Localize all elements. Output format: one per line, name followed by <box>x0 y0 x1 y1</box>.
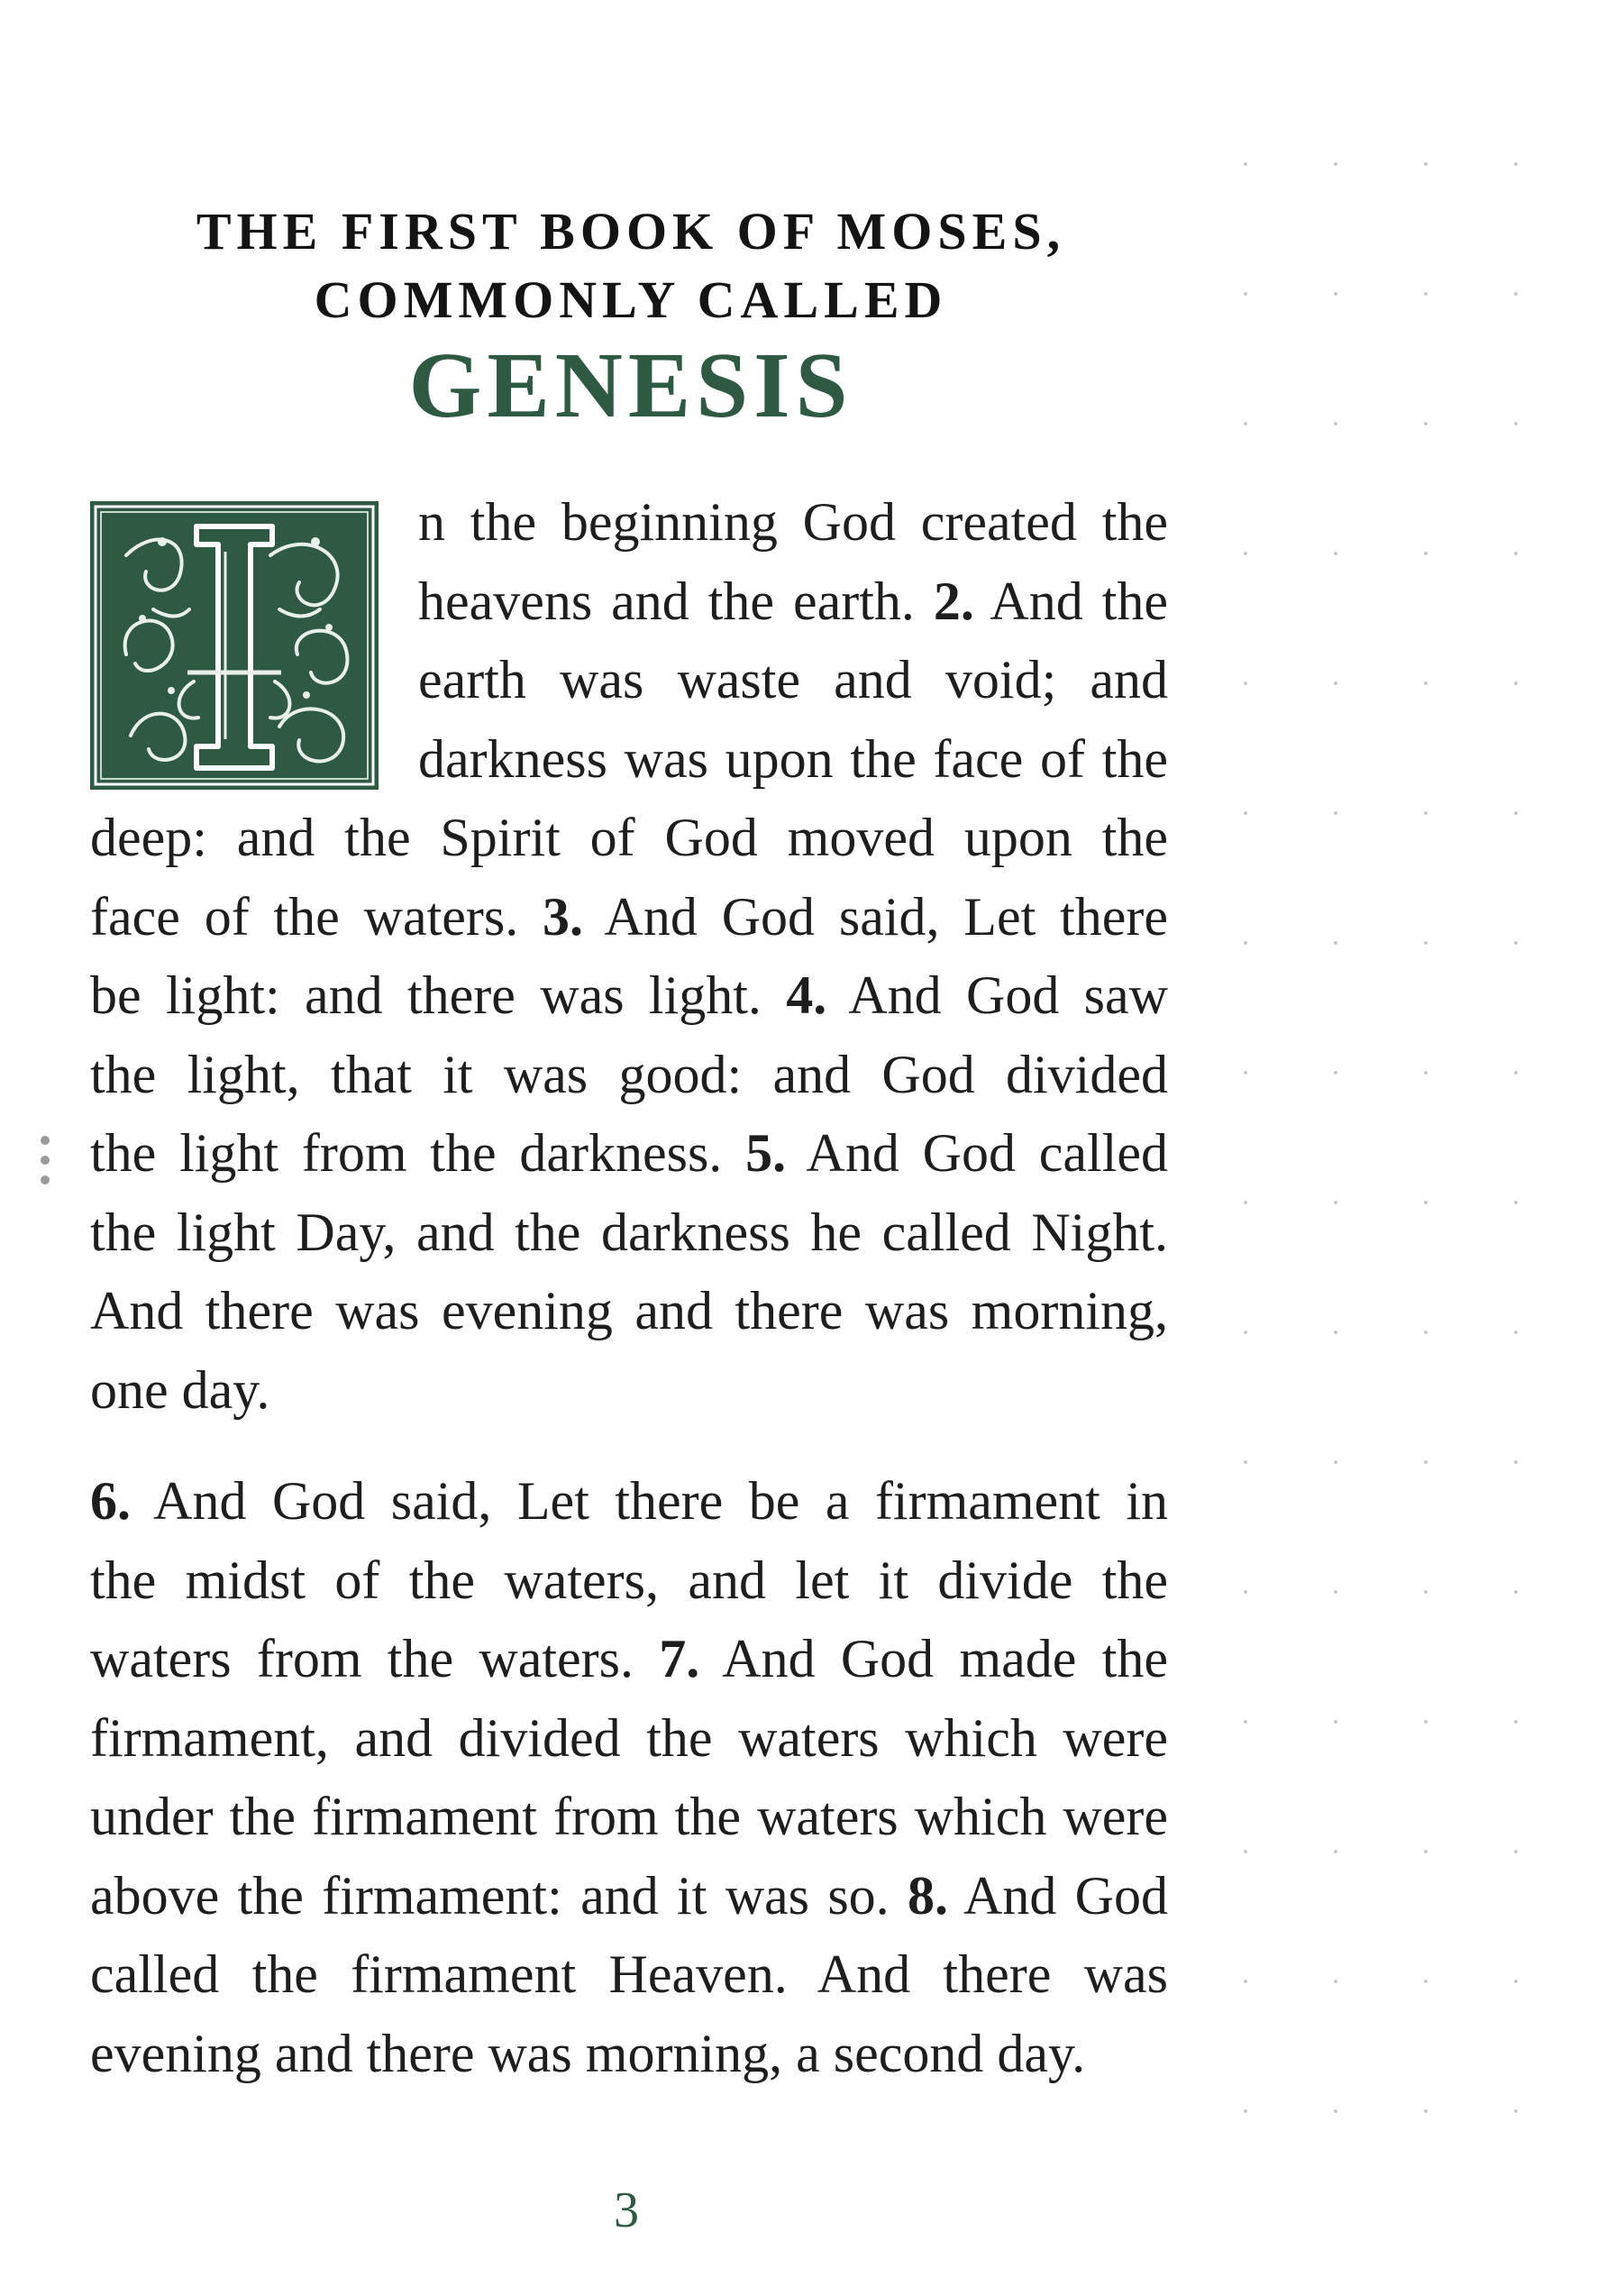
text-line <box>90 1036 1168 1115</box>
verse-number: 6. <box>90 1471 131 1531</box>
grid-dot <box>1514 422 1518 425</box>
text-line <box>90 799 1168 878</box>
verse-text: deep: and the Spirit of God moved upon the <box>90 808 1168 867</box>
grid-dot <box>1424 1590 1428 1594</box>
text-line <box>90 878 1168 957</box>
grid-dot <box>1334 1720 1337 1724</box>
grid-dot <box>1514 1590 1518 1594</box>
grid-dot <box>1514 681 1518 685</box>
text-line <box>90 1272 1168 1351</box>
grid-dot <box>1334 292 1337 296</box>
grid-dot <box>1424 1460 1428 1464</box>
grid-dot <box>1424 1850 1428 1853</box>
verse-text: earth was waste and void; and <box>418 650 1168 709</box>
text-line <box>90 1620 1168 1699</box>
heading-line-1: THE FIRST BOOK OF MOSES, <box>196 202 1066 261</box>
grid-dot <box>1514 1850 1518 1853</box>
grid-dot <box>1334 811 1337 815</box>
grid-dot <box>1244 1980 1247 1983</box>
verse-text: firmament, and divided the waters which were <box>90 1707 1168 1768</box>
verse-number: 8. <box>908 1865 949 1926</box>
grid-dot <box>1424 2109 1428 2113</box>
grid-dot <box>1424 811 1428 815</box>
verse-text: heavens and the earth. <box>418 571 934 631</box>
verse-number: 5. <box>745 1123 787 1183</box>
verse-text: And God made the <box>699 1629 1168 1688</box>
verse-text: called the firmament Heaven. And there was <box>90 1944 1168 2004</box>
grid-dot <box>1334 941 1337 945</box>
text-line <box>90 956 1168 1036</box>
verse-text: the light, that it was good: and God divided <box>90 1044 1168 1104</box>
grid-dot <box>1244 1590 1247 1594</box>
grid-dot <box>1334 1980 1337 1983</box>
text-line <box>90 641 1168 720</box>
verse-text: And God called <box>786 1123 1168 1183</box>
verse-text: And God said, Let there be a firmament in <box>131 1471 1168 1531</box>
verse-text: waters from the waters. <box>90 1629 660 1688</box>
text-line <box>90 1462 1168 1541</box>
text-line <box>90 483 1168 563</box>
verse-text: the light from the darkness. <box>90 1123 746 1183</box>
grid-dot <box>1334 1331 1337 1334</box>
grid-dot <box>1244 1071 1247 1075</box>
grid-dot <box>1244 552 1247 555</box>
grid-dot <box>1424 941 1428 945</box>
grid-dot <box>1514 1720 1518 1724</box>
grid-dot <box>1424 552 1428 555</box>
text-line <box>90 1351 1168 1431</box>
grid-dot <box>1334 681 1337 685</box>
text-line <box>90 1114 1168 1194</box>
grid-dot <box>1244 1460 1247 1464</box>
text-line <box>90 1541 1168 1621</box>
text-line <box>90 1699 1168 1779</box>
grid-dot <box>1514 1331 1518 1334</box>
grid-dot <box>1514 2109 1518 2113</box>
verse-text: darkness was upon the face of the <box>418 728 1168 789</box>
grid-dot <box>1334 1201 1337 1204</box>
grid-dot <box>1424 1071 1428 1075</box>
paragraph-1 <box>90 483 1168 1430</box>
text-line <box>90 720 1168 800</box>
grid-dot <box>1424 292 1428 296</box>
grid-dot <box>1424 1331 1428 1334</box>
grid-dot <box>1514 1460 1518 1464</box>
verse-text: And God saw <box>826 965 1168 1025</box>
text-line <box>90 2015 1168 2094</box>
verse-text: n the beginning God created the <box>418 492 1168 552</box>
grid-dot <box>1424 1720 1428 1724</box>
grid-dot <box>1244 422 1247 425</box>
verse-text: evening and there was morning, a second day. <box>90 2023 1086 2083</box>
verse-text: And God <box>948 1865 1169 1926</box>
verse-text: above the firmament: and it was so. <box>90 1865 908 1926</box>
verse-text: be light: and there was light. <box>90 965 787 1025</box>
grid-dot <box>1424 162 1428 166</box>
verse-number: 2. <box>933 571 974 631</box>
grid-dot <box>1244 162 1247 166</box>
dot-grid <box>1244 162 1541 2145</box>
grid-dot <box>1514 1071 1518 1075</box>
verse-text: And there was evening and there was morning, <box>90 1281 1168 1340</box>
grid-dot <box>1244 1720 1247 1724</box>
grid-dot <box>1334 422 1337 425</box>
vertical-ellipsis-icon[interactable] <box>36 1130 54 1194</box>
verse-number: 4. <box>786 965 827 1025</box>
grid-dot <box>1514 162 1518 166</box>
grid-dot <box>1514 552 1518 555</box>
grid-dot <box>1334 552 1337 555</box>
grid-dot <box>1244 681 1247 685</box>
verse-text: And God said, Let there <box>583 886 1168 947</box>
grid-dot <box>1334 1850 1337 1853</box>
book-title: GENESIS <box>408 334 853 437</box>
grid-dot <box>1424 1201 1428 1204</box>
grid-dot <box>1514 1201 1518 1204</box>
grid-dot <box>1334 2109 1337 2113</box>
grid-dot <box>1514 292 1518 296</box>
text-line <box>90 1857 1168 1936</box>
grid-dot <box>1244 1201 1247 1204</box>
grid-dot <box>1514 1980 1518 1983</box>
page-number: 3 <box>614 2182 639 2238</box>
paragraph-2 <box>90 1462 1168 2093</box>
text-line <box>90 563 1168 642</box>
grid-dot <box>1424 422 1428 425</box>
text-line <box>90 1194 1168 1273</box>
grid-dot <box>1244 292 1247 296</box>
grid-dot <box>1244 2109 1247 2113</box>
verse-text: the light Day, and the darkness he called Night. <box>90 1202 1168 1262</box>
verse-text: under the firmament from the waters which were <box>90 1787 1168 1846</box>
grid-dot <box>1424 1980 1428 1983</box>
grid-dot <box>1244 811 1247 815</box>
grid-dot <box>1244 1850 1247 1853</box>
verse-text: face of the waters. <box>90 886 543 947</box>
verse-number: 3. <box>543 886 584 947</box>
verse-text: one day. <box>90 1359 270 1420</box>
text-line <box>90 1935 1168 2015</box>
grid-dot <box>1334 1071 1337 1075</box>
grid-dot <box>1334 1590 1337 1594</box>
verse-text: the midst of the waters, and let it divide the <box>90 1550 1168 1610</box>
grid-dot <box>1244 1331 1247 1334</box>
verse-text: And the <box>973 571 1168 631</box>
verse-number: 7. <box>659 1629 700 1688</box>
grid-dot <box>1424 681 1428 685</box>
grid-dot <box>1514 811 1518 815</box>
heading-line-2: COMMONLY CALLED <box>314 270 948 329</box>
text-line <box>90 1778 1168 1857</box>
grid-dot <box>1334 162 1337 166</box>
grid-dot <box>1244 941 1247 945</box>
grid-dot <box>1334 1460 1337 1464</box>
grid-dot <box>1514 941 1518 945</box>
